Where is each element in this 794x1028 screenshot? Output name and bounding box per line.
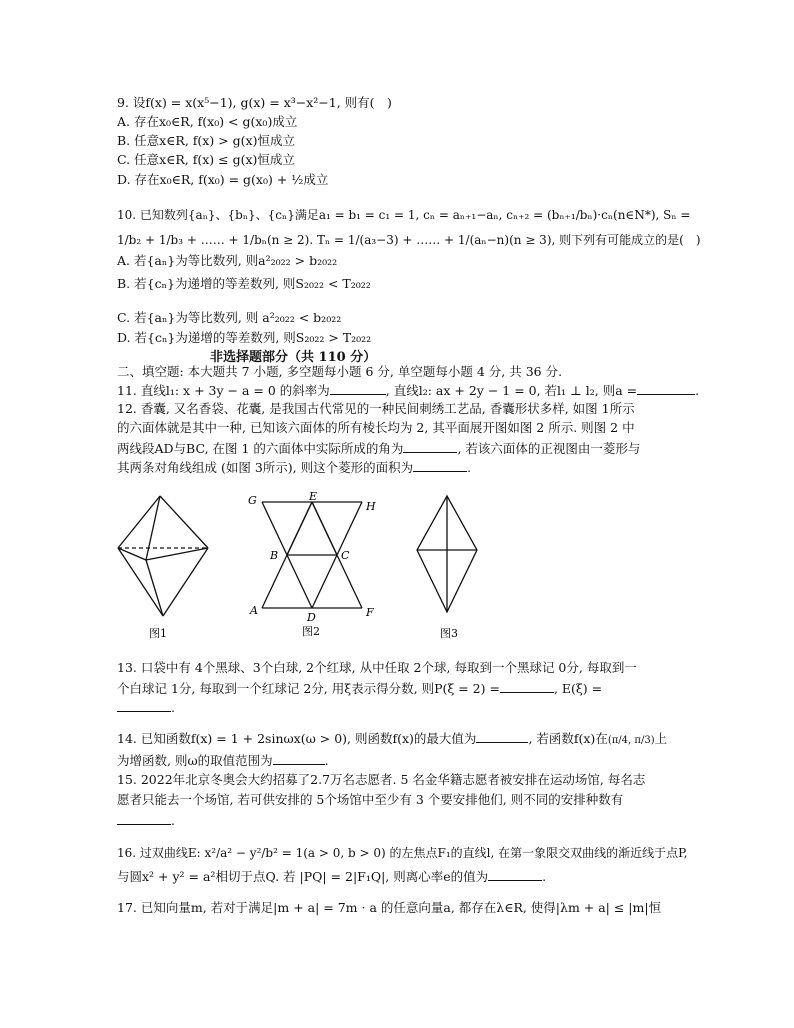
q9-option-d: D. 存在x₀∈R, f(x₀) = g(x₀) + ½成立 (117, 172, 329, 187)
q14-line1-c: 上 (654, 731, 668, 746)
figure-2-caption: 图2 (302, 625, 320, 638)
figure-3-caption: 图3 (440, 627, 458, 640)
q17-line1: 17. 已知向量m, 若对于满足|m + a| = 7m · a 的任意向量a, 都存在λ∈R, 使得|λm + a| ≤ |m|恒 (117, 900, 662, 915)
q10-line2: 1/b₂ + 1/b₃ + …… + 1/bₙ(n ≥ 2). Tₙ = 1/(a₃−3) + …… + 1/(aₙ−n)(n ≥ 3), 则下列有可能成立的是( ) (117, 233, 701, 247)
q12-line3 (117, 440, 640, 456)
q11-line (117, 382, 699, 398)
q12-line1: 12. 香囊, 又名香袋、花囊, 是我国古代常见的一种民间刺绣工艺品, 香囊形状多样, 如图 1所示 (117, 401, 635, 416)
q14-blank-2[interactable] (273, 752, 325, 765)
label-g: G (248, 494, 257, 507)
q14-line2 (117, 752, 329, 768)
q13-blank-2[interactable] (117, 699, 171, 712)
label-b: B (270, 549, 279, 562)
figure-3-rhombus (417, 496, 477, 612)
q16-line1: 16. 过双曲线E: x²/a² − y²/b² = 1(a > 0, b > 0) 的左焦点F₁的直线l, 在第一象限交双曲线的渐近线于点P, (117, 846, 688, 860)
q11-end: . (695, 383, 700, 398)
label-h: H (366, 500, 376, 513)
figure-1-caption: 图1 (149, 627, 167, 640)
q15-line2: 愿者只能去一个场馆, 若可供安排的 5个场馆中至少有 3 个要安排他们, 则不同的安排种数有 (117, 792, 624, 807)
q11-blank-2[interactable] (637, 382, 695, 395)
q14-line1-a: 14. 已知函数f(x) = 1 + 2sinωx(ω > 0), 则函数f(x)的最大值为 (117, 731, 477, 746)
figure-area (0, 480, 794, 650)
q16-line2-a: 与圆x² + y² = a²相切于点Q. 若 |PQ| = 2|F₁Q|, 则离心率e的值为 (117, 869, 489, 884)
q10-option-a: A. 若{aₙ}为等比数列, 则a²₂₀₂₂ > b₂₀₂₂ (117, 253, 338, 268)
label-c: C (341, 549, 350, 562)
q12-blank-1[interactable] (403, 440, 457, 453)
q14-line1-b: , 若函数f(x)在 (528, 731, 608, 746)
label-f: F (366, 606, 374, 619)
q12-line4 (117, 459, 471, 475)
q12-line4-b: . (467, 460, 472, 475)
q12-line3-b: , 若该六面体的正视图由一菱形与 (457, 441, 641, 456)
q13-line2 (117, 680, 602, 696)
q13-line3 (117, 699, 175, 715)
q14-line2-a: 为增函数, 则ω的取值范围为 (117, 753, 273, 768)
section-intro: 二、填空题: 本大题共 7 小题, 多空题每小题 6 分, 单空题每小题 4 分, 共 36 分. (117, 364, 563, 379)
q12-line3-a: 两线段AD与BC, 在图 1 的六面体中实际所成的角为 (117, 441, 404, 456)
q14-end: . (324, 753, 329, 768)
q10-option-c: C. 若{aₙ}为等比数列, 则 a²₂₀₂₂ < b₂₀₂₂ (117, 310, 342, 325)
q15-line1: 15. 2022年北京冬奥会大约招募了2.7万名志愿者. 5 名金华籍志愿者被安排在运动场馆, 每名志 (117, 772, 646, 787)
q11-part-b: , 直线l₂: ax + 2y − 1 = 0, 若l₁ ⊥ l₂, 则a = (385, 383, 638, 398)
label-d: D (307, 611, 316, 624)
q14-interval: (π/4, π/3) (607, 735, 655, 746)
q16-end: . (542, 869, 547, 884)
section-title: 非选择题部分（共 110 分） (210, 350, 377, 365)
q9-option-b: B. 任意x∈R, f(x) > g(x)恒成立 (117, 133, 295, 148)
q10-option-d: D. 若{cₙ}为递增的等差数列, 则S₂₀₂₂ > T₂₀₂₂ (117, 330, 372, 345)
q12-blank-2[interactable] (413, 459, 467, 472)
figure-1-hexahedron (118, 496, 208, 616)
q12-line4-a: 其两条对角线组成 (如图 3所示), 则这个菱形的面积为 (117, 460, 414, 475)
label-e: E (309, 490, 318, 503)
q14-line1 (117, 730, 667, 748)
q10-option-b: B. 若{cₙ}为递增的等差数列, 则S₂₀₂₂ < T₂₀₂₂ (117, 276, 371, 291)
q11-blank-1[interactable] (330, 382, 386, 395)
q15-blank[interactable] (117, 812, 171, 825)
q15-end: . (171, 813, 175, 828)
q15-line3 (117, 812, 175, 828)
q13-line1: 13. 口袋中有 4个黑球、3个白球, 2个红球, 从中任取 2个球, 每取到一个黑球记 0分, 每取到一 (117, 660, 637, 675)
q13-end: . (171, 700, 175, 715)
q16-blank[interactable] (488, 868, 542, 881)
q13-line2-b: , E(ξ) = (553, 681, 603, 696)
q11-part-a: 11. 直线l₁: x + 3y − a = 0 的斜率为 (117, 383, 330, 398)
q13-line2-a: 个白球记 1分, 每取到一个红球记 2分, 用ξ表示得分数, 则P(ξ = 2) = (117, 681, 500, 696)
q16-line2 (117, 868, 546, 884)
q12-line2: 的六面体就是其中一种, 已知该六面体的所有棱长均为 2, 其平面展开图如图 2 所示. 则图 2 中 (117, 420, 635, 435)
q13-blank-1[interactable] (500, 680, 554, 693)
q9-stem: 9. 设f(x) = x(x⁵−1), g(x) = x³−x²−1, 则有( ) (117, 95, 392, 110)
q9-option-c: C. 任意x∈R, f(x) ≤ g(x)恒成立 (117, 152, 295, 167)
label-a: A (250, 604, 258, 617)
q10-line1: 10. 已知数列{aₙ}、{bₙ}、{cₙ}满足a₁ = b₁ = c₁ = 1, cₙ = aₙ₊₁−aₙ, cₙ₊₂ = (bₙ₊₁/bₙ)·cₙ(n∈N*), Sₙ = (117, 208, 691, 222)
q9-option-a: A. 存在x₀∈R, f(x₀) < g(x₀)成立 (117, 114, 298, 129)
q14-blank-1[interactable] (476, 730, 528, 743)
